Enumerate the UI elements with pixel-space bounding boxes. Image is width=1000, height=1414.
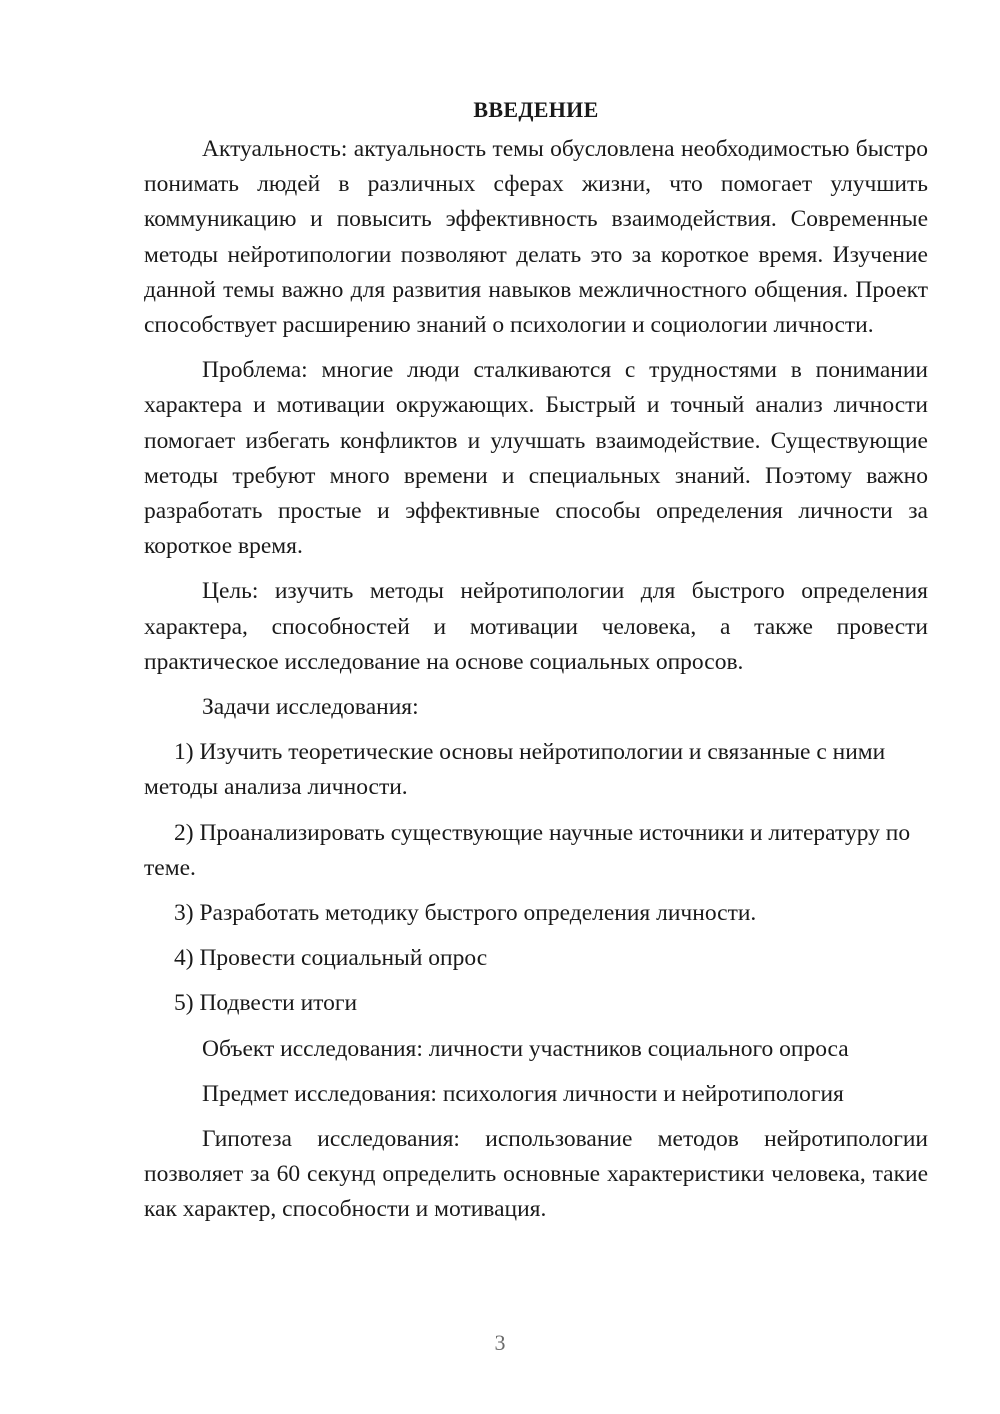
page-content — [144, 92, 928, 1238]
research-object: Объект исследования: личности участников социального опроса — [202, 1035, 849, 1062]
task-item: 2) Проанализировать существующие научные источники и литературу по теме. — [144, 819, 911, 881]
problem-paragraph: Проблема: многие люди сталкиваются с трудностями в понимании характера и мотивации окружающих. Быстрый и точный анализ личности помогает избегать конфликтов и улучшать взаимодействие. Существующие методы требуют много времени и специальных знаний. Поэтому важно разработать простые и эффективные способы определения личности за короткое время. — [144, 357, 928, 560]
goal-paragraph: Цель: изучить методы нейротипологии для быстрого определения характера, способностей и мотивации человека, а также провести практическое исследование на основе социальных опросов. — [144, 578, 928, 675]
research-subject: Предмет исследования: психология личности и нейротипология — [202, 1080, 844, 1107]
task-item: 5) Подвести итоги — [174, 990, 358, 1017]
page-title: ВВЕДЕНИЕ — [473, 97, 599, 122]
tasks-heading: Задачи исследования: — [202, 694, 419, 721]
task-item: 4) Провести социальный опрос — [174, 945, 488, 972]
task-item: 1) Изучить теоретические основы нейротипологии и связанные с ними методы анализа личности. — [144, 739, 886, 801]
task-item: 3) Разработать методику быстрого определения личности. — [174, 900, 757, 927]
relevance-paragraph: Актуальность: актуальность темы обусловлена необходимостью быстро понимать людей в различных сферах жизни, что помогает улучшить коммуникацию и повысить эффективность взаимодействия. Современные методы нейротипологии позволяют делать это за короткое время. Изучение данной темы важно для развития навыков межличностного общения. Проект способствует расширению знаний о психологии и социологии личности. — [144, 136, 928, 339]
research-hypothesis: Гипотеза исследования: использование методов нейротипологии позволяет за 60 секунд определить основные характеристики человека, такие как характер, способности и мотивация. — [144, 1126, 928, 1223]
page-number: 3 — [494, 1330, 506, 1355]
